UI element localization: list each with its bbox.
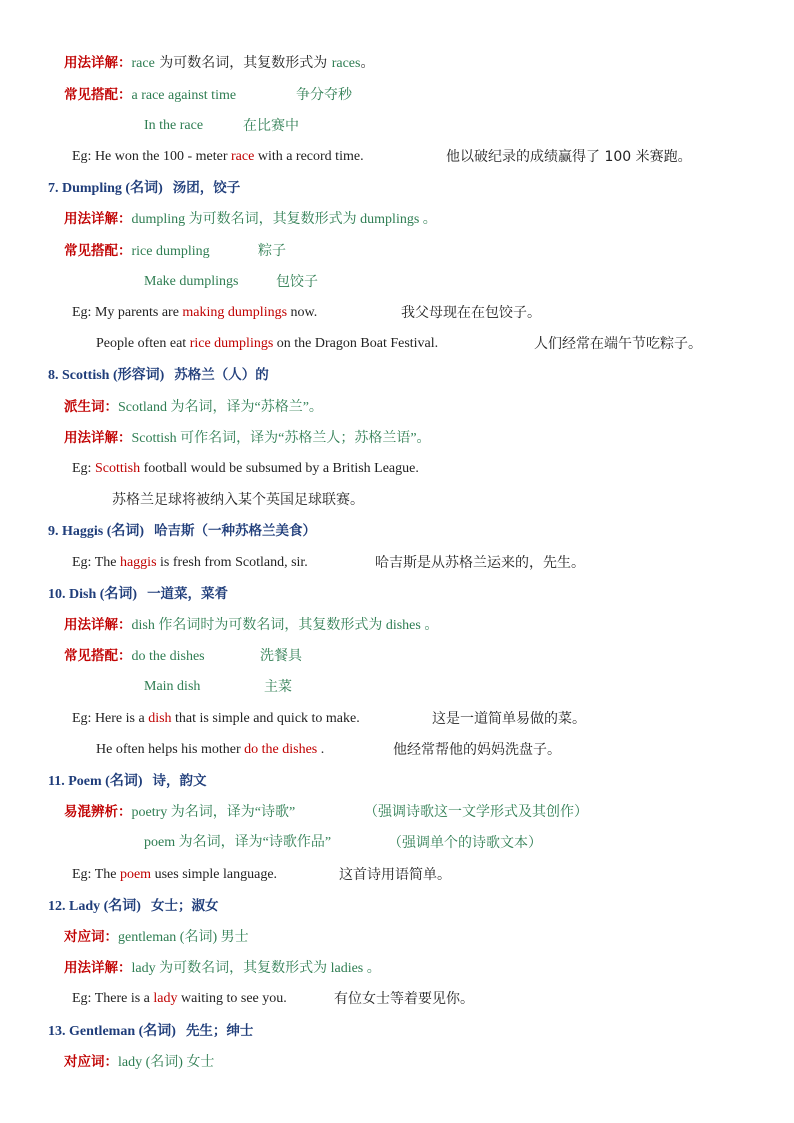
scottish-usage-line <box>64 428 431 449</box>
dish-example-1-suffix: that is simple and quick to make. <box>171 711 360 726</box>
scottish-example-prefix: Eg: <box>72 461 95 476</box>
dish-example-2-suffix: . <box>317 742 325 757</box>
scottish-example-key: Scottish <box>94 461 141 476</box>
dumpling-collocation-1-zh: 粽子 <box>258 243 286 259</box>
dish-example-2-zh: 他经常帮他的妈妈洗盘子。 <box>393 742 561 758</box>
scottish-example-suffix: football would be subsumed by a British League. <box>140 461 419 476</box>
poem-confusion-1-text: poetry 为名词，译为“诗歌” <box>131 805 296 820</box>
race-example-prefix: Eg: He won the 100 - meter <box>72 149 232 164</box>
heading-scottish-en: 8. Scottish (形容词) <box>48 368 165 383</box>
lady-example-suffix: waiting to see you. <box>177 991 287 1006</box>
collocation-label: 常见搭配： <box>64 243 132 259</box>
heading-dish-zh: 一道菜，菜肴 <box>147 586 229 602</box>
heading-lady-zh: 女士；淑女 <box>150 898 219 914</box>
scottish-example-zh: 苏格兰足球将被纳入某个英国足球联赛。 <box>112 492 364 508</box>
usage-label: 用法详解： <box>64 960 132 976</box>
race-collocation-line-1 <box>64 85 236 106</box>
dish-usage-line <box>64 615 438 636</box>
heading-dumpling-zh: 汤团，饺子 <box>172 180 241 196</box>
race-usage-text: 为可数名词，其复数形式为 <box>154 55 332 71</box>
race-collocation-1-zh: 争分夺秒 <box>296 87 352 103</box>
dumpling-usage-text: dumpling 为可数名词，其复数形式为 dumplings 。 <box>131 212 437 227</box>
haggis-example-zh: 哈吉斯是从苏格兰运来的，先生。 <box>375 555 585 571</box>
poem-example-suffix: uses simple language. <box>151 867 278 882</box>
heading-scottish <box>48 365 269 386</box>
dish-collocation-1-en: do the dishes <box>131 649 205 664</box>
dish-example-1-zh: 这是一道简单易做的菜。 <box>432 711 586 727</box>
poem-example-prefix: Eg: The <box>72 867 120 882</box>
dish-example-1-key: dish <box>148 711 172 726</box>
haggis-example-prefix: Eg: The <box>72 555 120 570</box>
dumpling-example-2-key: rice dumplings <box>189 336 274 351</box>
dish-collocation-1-zh: 洗餐具 <box>260 648 302 664</box>
race-usage-line <box>64 53 374 74</box>
race-usage-end: 。 <box>360 55 375 71</box>
race-collocation-2-zh: 在比赛中 <box>243 118 299 134</box>
usage-label: 用法详解： <box>64 211 132 227</box>
counterpart-label: 对应词： <box>64 1054 118 1070</box>
race-example-zh: 他以破纪录的成绩赢得了 100 米赛跑。 <box>446 149 692 165</box>
dish-usage-text: dish 作名词时为可数名词，其复数形式为 dishes 。 <box>131 618 439 633</box>
lady-example-en <box>72 989 287 1009</box>
poem-confusion-1-note: （强调诗歌这一文学形式及其创作） <box>364 804 588 820</box>
race-usage-plural: races <box>331 56 361 71</box>
heading-dumpling <box>48 178 240 199</box>
dumpling-example-1-zh: 我父母现在在包饺子。 <box>401 305 541 321</box>
heading-dish <box>48 584 228 605</box>
heading-poem-en: 11. Poem (名词) <box>48 774 143 789</box>
lady-example-zh: 有位女士等着要见你。 <box>334 991 474 1007</box>
dumpling-example-1-en <box>72 303 317 323</box>
heading-scottish-zh: 苏格兰（人）的 <box>174 367 269 383</box>
haggis-example-key: haggis <box>119 555 157 570</box>
dumpling-collocation-line-1 <box>64 241 210 262</box>
gentleman-counterpart-text: lady (名词) 女士 <box>118 1055 215 1070</box>
dish-collocation-2-en: Main dish <box>144 679 201 694</box>
dish-example-2-prefix: He often helps his mother <box>96 742 245 757</box>
haggis-example-en <box>72 553 308 573</box>
heading-gentleman <box>48 1021 253 1042</box>
heading-dumpling-en: 7. Dumpling (名词) <box>48 181 163 196</box>
heading-haggis-en: 9. Haggis (名词) <box>48 524 145 539</box>
scottish-derivative-text: Scotland 为名词，译为“苏格兰”。 <box>118 400 323 415</box>
lady-example-key: lady <box>153 991 178 1006</box>
poem-example-key: poem <box>119 867 152 882</box>
heading-poem <box>48 771 206 792</box>
poem-confusion-line-1 <box>64 802 295 823</box>
usage-label: 用法详解： <box>64 617 132 633</box>
heading-haggis <box>48 521 316 542</box>
lady-counterpart-text: gentleman (名词) 男士 <box>118 930 249 945</box>
dish-example-1-prefix: Eg: Here is a <box>72 711 149 726</box>
usage-label: 用法详解： <box>64 430 132 446</box>
dish-example-1-en <box>72 709 360 729</box>
heading-lady <box>48 896 218 917</box>
dish-example-2-key: do the dishes <box>244 742 318 757</box>
lady-usage-text: lady 为可数名词，其复数形式为 ladies 。 <box>131 961 381 976</box>
race-example-suffix: with a record time. <box>254 149 364 164</box>
race-collocation-1-en: a race against time <box>131 88 237 103</box>
dumpling-example-2-en <box>96 334 438 354</box>
heading-gentleman-en: 13. Gentleman (名词) <box>48 1024 176 1039</box>
collocation-label: 常见搭配： <box>64 648 132 664</box>
counterpart-label: 对应词： <box>64 929 118 945</box>
dumpling-collocation-2-zh: 包饺子 <box>276 274 318 290</box>
heading-gentleman-zh: 先生；绅士 <box>185 1023 254 1039</box>
haggis-example-suffix: is fresh from Scotland, sir. <box>156 555 308 570</box>
dish-example-2-en <box>96 740 324 760</box>
dumpling-example-2-suffix: on the Dragon Boat Festival. <box>273 336 439 351</box>
lady-counterpart-line <box>64 927 249 948</box>
dish-collocation-2-zh: 主菜 <box>264 679 292 695</box>
collocation-label: 常见搭配： <box>64 87 132 103</box>
race-collocation-2-en: In the race <box>144 118 204 133</box>
dumpling-collocation-2-en: Make dumplings <box>144 274 239 289</box>
scottish-derivative-line <box>64 397 323 418</box>
dumpling-example-1-suffix: now. <box>287 305 318 320</box>
scottish-usage-text: Scottish 可作名词，译为“苏格兰人；苏格兰语”。 <box>131 431 431 446</box>
race-example-en <box>72 147 364 167</box>
confusion-label: 易混辨析： <box>64 804 132 820</box>
heading-haggis-zh: 哈吉斯（一种苏格兰美食） <box>154 523 317 539</box>
dumpling-example-1-key: making dumplings <box>182 305 288 320</box>
lady-example-prefix: Eg: There is a <box>72 991 154 1006</box>
race-usage-word: race <box>131 56 155 71</box>
gentleman-counterpart-line <box>64 1052 214 1073</box>
heading-poem-zh: 诗，韵文 <box>152 773 207 789</box>
lady-usage-line <box>64 958 381 979</box>
heading-dish-en: 10. Dish (名词) <box>48 587 138 602</box>
poem-example-en <box>72 865 277 885</box>
heading-lady-en: 12. Lady (名词) <box>48 899 141 914</box>
dumpling-collocation-1-en: rice dumpling <box>131 244 210 259</box>
poem-confusion-2-note: （强调单个的诗歌文本） <box>388 835 542 851</box>
dumpling-usage-line <box>64 209 437 230</box>
dumpling-example-2-prefix: People often eat <box>96 336 190 351</box>
poem-confusion-2-text: poem 为名词，译为“诗歌作品” <box>144 835 332 850</box>
derivative-label: 派生词： <box>64 399 118 415</box>
dish-collocation-line-1 <box>64 646 205 667</box>
usage-label: 用法详解： <box>64 55 132 71</box>
poem-example-zh: 这首诗用语简单。 <box>339 867 451 883</box>
race-example-key: race <box>231 149 255 164</box>
scottish-example-en <box>72 459 419 479</box>
dumpling-example-2-zh: 人们经常在端午节吃粽子。 <box>534 336 702 352</box>
dumpling-example-1-prefix: Eg: My parents are <box>72 305 183 320</box>
